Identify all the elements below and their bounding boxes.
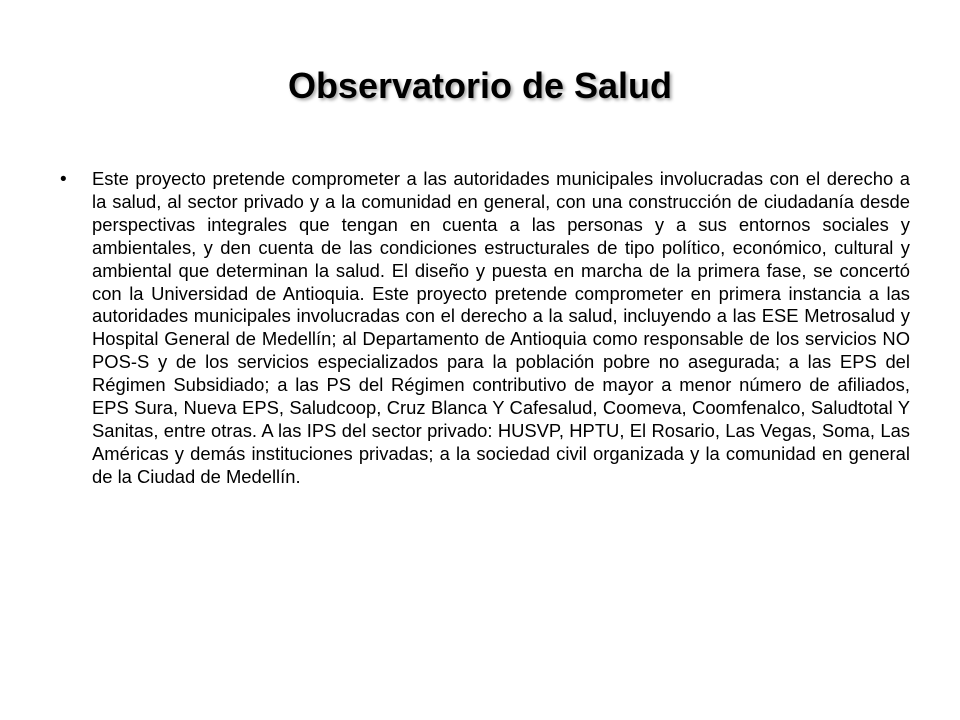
slide-title: Observatorio de Salud	[287, 65, 673, 106]
bullet-text: Este proyecto pretende comprometer a las autoridades municipales involucradas con el derecho a la salud, al sector privado y a la comunidad en general, con una construcción de ciudadanía desde perspectivas integrales que tengan en cuenta a las personas y a sus entornos sociales y ambientales, y den cuenta de las condiciones estructurales de tipo político, económico, cultural y ambiental que determinan la salud. El diseño y puesta en marcha de la primera fase, se concertó con la Universidad de Antioquia. Este proyecto pretende comprometer en primera instancia a las autoridades municipales involucradas con el derecho a la salud, incluyendo a las ESE Metrosalud y Hospital General de Medellín; al Departamento de Antioquia como responsable de los servicios NO POS-S y de los servicios especializados para la población pobre no asegurada; a las EPS del Régimen Subsidiado; a las PS del Régimen contributivo de mayor a menor número de afiliados, EPS Sura, Nueva EPS, Saludcoop, Cruz Blanca Y Cafesalud, Coomeva, Coomfenalco, Saludtotal Y Sanitas, entre otras. A las IPS del sector privado: HUSVP, HPTU, El Rosario, Las Vegas, Soma, Las Américas y demás instituciones privadas; a la sociedad civil organizada y la comunidad en general de la Ciudad de Medellín.	[92, 168, 910, 487]
slide-body	[60, 168, 910, 489]
bullet-icon: •	[60, 169, 67, 190]
bullet-item	[60, 168, 910, 489]
